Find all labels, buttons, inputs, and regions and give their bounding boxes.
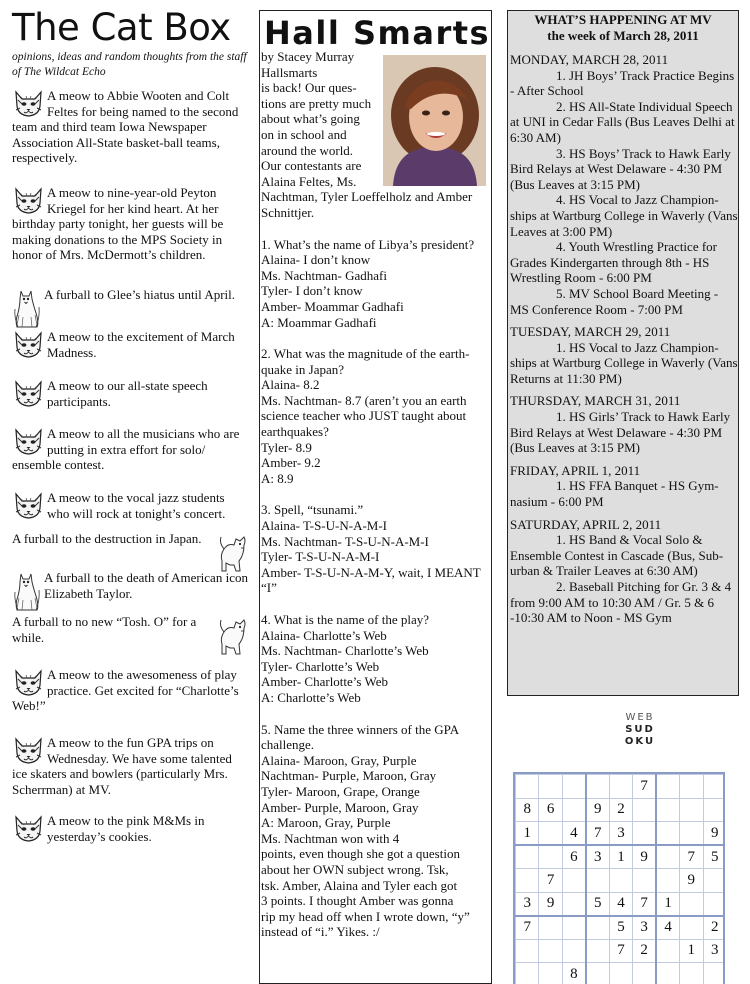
sudoku-cell bbox=[656, 869, 679, 893]
whats-happening-week: the week of March 28, 2011 bbox=[547, 28, 699, 43]
article-line: Tyler- I don’t know bbox=[261, 283, 363, 299]
article-line: Alaina- Charlotte’s Web bbox=[261, 627, 387, 643]
day-heading: SATURDAY, APRIL 2, 2011 bbox=[510, 516, 662, 532]
item-text: A meow to the excitement of March Madness. bbox=[47, 329, 235, 360]
article-line: Ms. Nachtman won with 4 bbox=[261, 830, 400, 846]
event-day bbox=[510, 52, 738, 317]
sudoku-cell bbox=[680, 798, 703, 822]
sudoku-cell bbox=[539, 939, 562, 963]
article-line: Alaina- I don’t know bbox=[261, 252, 371, 268]
event-item: 1. JH Boys’ Track Practice Begins - After School bbox=[510, 67, 735, 99]
item-text: A meow to the fun GPA trips on Wednesday. We have some talented ice skaters and bowlers (particularly Mrs. Scherrman) at MV. bbox=[12, 735, 232, 797]
article-line: Ms. Nachtman- Gadhafi bbox=[261, 267, 387, 283]
article-line: Hallsmarts bbox=[261, 64, 318, 80]
article-line: “I” bbox=[261, 580, 277, 596]
article-line: Tyler- Charlotte’s Web bbox=[261, 658, 380, 674]
furball-item bbox=[12, 570, 248, 612]
item-text: A meow to nine-year-old Peyton Kriegel for her kind heart. At her birthday party tonight, her guests will be making donations to the MPS Society in honor of Mrs. McDermott’s children. bbox=[12, 185, 224, 263]
sudoku-cell: 1 bbox=[516, 822, 539, 846]
sudoku-cell bbox=[680, 892, 703, 916]
sudoku-cell: 7 bbox=[516, 916, 539, 940]
sudoku-cell: 4 bbox=[609, 892, 632, 916]
day-heading: THURSDAY, MARCH 31, 2011 bbox=[510, 393, 681, 409]
sudoku-cell: 5 bbox=[609, 916, 632, 940]
sudoku-cell: 5 bbox=[703, 845, 725, 869]
article-line: 1. What’s the name of Libya’s president? bbox=[261, 236, 475, 252]
article-line: Amber- Purple, Maroon, Gray bbox=[261, 799, 419, 815]
paragraph-gap bbox=[261, 486, 489, 502]
sudoku-cell bbox=[633, 963, 656, 984]
sudoku-cell: 7 bbox=[539, 869, 562, 893]
item-text: A meow to our all-state speech participants. bbox=[47, 378, 208, 409]
sudoku-cell bbox=[586, 775, 609, 799]
meow-item bbox=[12, 813, 248, 844]
sudoku-cell bbox=[656, 822, 679, 846]
cat-face-icon bbox=[12, 378, 45, 408]
article-line: Nachtman- Purple, Maroon, Gray bbox=[261, 768, 437, 784]
meow-item bbox=[12, 735, 248, 797]
sudoku-cell: 1 bbox=[656, 892, 679, 916]
sudoku-cell: 7 bbox=[633, 892, 656, 916]
sudoku-cell bbox=[633, 869, 656, 893]
cat-face-icon bbox=[12, 426, 45, 456]
article-line: Tyler- 8.9 bbox=[261, 439, 312, 455]
paragraph-gap bbox=[261, 330, 489, 346]
furball-item bbox=[12, 531, 248, 573]
sudoku-cell bbox=[680, 775, 703, 799]
cat-face-icon bbox=[12, 88, 45, 118]
article-line: tions are pretty much bbox=[261, 95, 372, 111]
sudoku-cell bbox=[656, 939, 679, 963]
sudoku-cell: 6 bbox=[562, 845, 585, 869]
article-line: A: 8.9 bbox=[261, 470, 294, 486]
angry-cat-icon bbox=[12, 570, 42, 612]
logo-row: OKU bbox=[624, 736, 656, 747]
sudoku-cell: 6 bbox=[539, 798, 562, 822]
article-line: rip my head off when I wrote down, “y” bbox=[261, 908, 470, 924]
article-line: 3. Spell, “tsunami.” bbox=[261, 502, 364, 518]
angry-cat-icon bbox=[218, 614, 248, 656]
article-line: Tyler- T-S-U-N-A-M-I bbox=[261, 549, 380, 565]
sudoku-cell: 2 bbox=[633, 939, 656, 963]
sudoku-cell bbox=[539, 916, 562, 940]
furball-item bbox=[12, 614, 248, 656]
sudoku-cell: 2 bbox=[609, 798, 632, 822]
sudoku-cell: 3 bbox=[516, 892, 539, 916]
sudoku-cell bbox=[703, 963, 725, 984]
event-item: 5. MV School Board Meeting - MS Conference Room - 7:00 PM bbox=[510, 285, 719, 317]
sudoku-cell: 7 bbox=[633, 775, 656, 799]
article-line: Ms. Nachtman- Charlotte’s Web bbox=[261, 643, 429, 659]
event-item: 3. HS Boys’ Track to Hawk Early Bird Relays at West Delaware - 4:30 PM (Bus Leaves at 3:15 PM) bbox=[510, 145, 731, 192]
item-text: A meow to Abbie Wooten and Colt Feltes for being named to the second team and third team Iowa Newspaper Association All-State basket-ball teams, respectively. bbox=[12, 88, 239, 166]
hall-smarts-column bbox=[259, 10, 492, 984]
day-heading: TUESDAY, MARCH 29, 2011 bbox=[510, 324, 671, 340]
paragraph-gap bbox=[261, 706, 489, 722]
day-heading: MONDAY, MARCH 28, 2011 bbox=[510, 52, 669, 67]
cat-face-icon bbox=[12, 185, 45, 215]
event-item: 1. HS Vocal to Jazz Champion-ships at Wartburg College in Waverly (Vans Returns at 11:30 PM) bbox=[510, 339, 738, 386]
sudoku-cell bbox=[562, 869, 585, 893]
sudoku-cell bbox=[656, 845, 679, 869]
article-line: quake in Japan? bbox=[261, 361, 345, 377]
cat-box-title: The Cat Box bbox=[12, 6, 231, 49]
article-line: Ms. Nachtman- T-S-U-N-A-M-I bbox=[261, 533, 429, 549]
sudoku-cell: 9 bbox=[633, 845, 656, 869]
sudoku-cell bbox=[539, 963, 562, 984]
article-line: about what’s going bbox=[261, 111, 360, 127]
article-line: Schnittjer. bbox=[261, 204, 315, 220]
sudoku-grid bbox=[513, 772, 725, 984]
article-line: about her OWN subject wrong. Tsk, bbox=[261, 861, 449, 877]
sudoku-cell bbox=[609, 869, 632, 893]
sudoku-cell bbox=[516, 869, 539, 893]
sudoku-cell: 1 bbox=[680, 939, 703, 963]
article-line: Our contestants are bbox=[261, 158, 362, 174]
article-line: science teacher who JUST taught about bbox=[261, 408, 467, 424]
article-line: A: Charlotte’s Web bbox=[261, 689, 361, 705]
sudoku-cell: 5 bbox=[586, 892, 609, 916]
hall-smarts-title: Hall Smarts bbox=[264, 14, 491, 52]
sudoku-cell bbox=[680, 822, 703, 846]
article-line: points, even though she got a question bbox=[261, 846, 460, 862]
sudoku-cell bbox=[656, 963, 679, 984]
item-text: A furball to no new “Tosh. O” for a while. bbox=[12, 614, 197, 645]
event-item: 1. HS FFA Banquet - HS Gym-nasium - 6:00 PM bbox=[510, 478, 719, 510]
hall-smarts-article bbox=[261, 49, 489, 940]
sudoku-cell bbox=[703, 775, 725, 799]
item-text: A furball to the destruction in Japan. bbox=[12, 531, 202, 546]
sudoku-cell: 8 bbox=[562, 963, 585, 984]
sudoku-cell bbox=[562, 798, 585, 822]
event-day bbox=[510, 517, 738, 626]
whats-happening-box bbox=[507, 10, 739, 696]
event-day bbox=[510, 324, 738, 386]
cat-face-icon bbox=[12, 813, 45, 843]
meow-item bbox=[12, 329, 248, 360]
meow-item bbox=[12, 426, 248, 473]
article-line: by Stacey Murray bbox=[261, 49, 355, 64]
article-line: around the world. bbox=[261, 142, 354, 158]
article-line: Nachtman, Tyler Loeffelholz and Amber bbox=[261, 189, 473, 205]
article-line: Tyler- Maroon, Grape, Orange bbox=[261, 783, 420, 799]
angry-cat-icon bbox=[218, 531, 248, 573]
article-line: on in school and bbox=[261, 126, 347, 142]
sudoku-cell bbox=[516, 939, 539, 963]
article-line: Amber- Moammar Gadhafi bbox=[261, 298, 404, 314]
subtitle-text: opinions, ideas and random thoughts from the staff of bbox=[12, 51, 247, 78]
sudoku-cell: 1 bbox=[609, 845, 632, 869]
sudoku-cell: 7 bbox=[586, 822, 609, 846]
angry-cat-icon bbox=[12, 287, 42, 329]
article-line: is back! Our ques- bbox=[261, 80, 357, 96]
sudoku-cell: 9 bbox=[586, 798, 609, 822]
publication-name: The Wildcat Echo bbox=[23, 66, 106, 78]
furball-item bbox=[12, 287, 248, 329]
item-text: A meow to all the musicians who are putting in extra effort for solo/ ensemble contest. bbox=[12, 426, 240, 473]
sudoku-cell: 3 bbox=[586, 845, 609, 869]
article-line: Amber- T-S-U-N-A-M-Y, wait, I MEANT bbox=[261, 564, 481, 580]
logo-row: SUD bbox=[625, 724, 655, 735]
sudoku-cell: 3 bbox=[703, 939, 725, 963]
sudoku-cell bbox=[703, 892, 725, 916]
sudoku-cell: 4 bbox=[562, 822, 585, 846]
sudoku-cell bbox=[562, 775, 585, 799]
item-text: A meow to the pink M&Ms in yesterday’s cookies. bbox=[47, 813, 205, 844]
sudoku-cell bbox=[539, 822, 562, 846]
event-item: 1. HS Girls’ Track to Hawk Early Bird Relays at West Delaware - 4:30 PM (Bus Leaves at 3:15 PM) bbox=[510, 409, 731, 456]
article-line: Alaina- T-S-U-N-A-M-I bbox=[261, 518, 388, 534]
paragraph-gap bbox=[261, 596, 489, 612]
sudoku-cell: 8 bbox=[516, 798, 539, 822]
article-line: instead of “i.” Yikes. :/ bbox=[261, 924, 380, 940]
sudoku-cell bbox=[562, 939, 585, 963]
sudoku-cell bbox=[586, 869, 609, 893]
sudoku-cell bbox=[609, 775, 632, 799]
item-text: A meow to the awesomeness of play practice. Get excited for “Charlotte’s Web!” bbox=[12, 667, 239, 714]
day-heading: FRIDAY, APRIL 1, 2011 bbox=[510, 462, 641, 478]
paragraph-gap bbox=[261, 221, 489, 237]
article-line: 2. What was the magnitude of the earth- bbox=[261, 346, 470, 362]
item-text: A meow to the vocal jazz students who will rock at tonight’s concert. bbox=[47, 490, 226, 521]
item-text: A furball to Glee’s hiatus until April. bbox=[44, 287, 236, 302]
whats-happening-header bbox=[508, 12, 738, 44]
article-line: Alaina- Maroon, Gray, Purple bbox=[261, 752, 417, 768]
cat-box-subtitle bbox=[12, 50, 248, 80]
sudoku-cell bbox=[656, 798, 679, 822]
sudoku-cell bbox=[586, 963, 609, 984]
event-item: 2. Baseball Pitching for Gr. 3 & 4 from 9:00 AM to 10:30 AM / Gr. 5 & 6 -10:30 AM to Noon - MS Gym bbox=[510, 579, 732, 626]
cat-face-icon bbox=[12, 329, 45, 359]
event-item: 4. Youth Wrestling Practice for Grades Kindergarten through 8th - HS Wrestling Room - 6:00 PM bbox=[510, 239, 717, 286]
sudoku-cell: 9 bbox=[539, 892, 562, 916]
sudoku-cell: 3 bbox=[633, 916, 656, 940]
web-sudoku-logo bbox=[620, 712, 660, 748]
event-day bbox=[510, 393, 738, 455]
sudoku-cell bbox=[703, 798, 725, 822]
event-item: 2. HS All-State Individual Speech at UNI in Cedar Falls (Bus Leaves Delhi at 6:30 AM) bbox=[510, 98, 735, 145]
sudoku-cell bbox=[633, 798, 656, 822]
sudoku-cell bbox=[703, 869, 725, 893]
article-line: Amber- 9.2 bbox=[261, 455, 321, 471]
whats-happening-title: WHAT’S HAPPENING AT MV bbox=[534, 12, 712, 27]
article-line: 5. Name the three winners of the GPA bbox=[261, 721, 460, 737]
sudoku-cell bbox=[539, 775, 562, 799]
sudoku-cell bbox=[562, 892, 585, 916]
cat-face-icon bbox=[12, 735, 45, 765]
sudoku-cell: 4 bbox=[656, 916, 679, 940]
article-line: tsk. Amber, Alaina and Tyler each got bbox=[261, 877, 458, 893]
sudoku-cell: 7 bbox=[680, 845, 703, 869]
meow-item bbox=[12, 667, 248, 714]
sudoku-cell bbox=[539, 845, 562, 869]
article-line: Ms. Nachtman- 8.7 (aren’t you an earth bbox=[261, 392, 467, 408]
sudoku-cell bbox=[562, 916, 585, 940]
event-item: 1. HS Band & Vocal Solo & Ensemble Contest in Cascade (Bus, Sub-urban & Trailer Leaves at 6:30 AM) bbox=[510, 532, 724, 579]
sudoku-cell bbox=[516, 775, 539, 799]
article-line: A: Moammar Gadhafi bbox=[261, 314, 377, 330]
sudoku-cell bbox=[680, 916, 703, 940]
item-text: A furball to the death of American icon Elizabeth Taylor. bbox=[44, 570, 248, 601]
meow-item bbox=[12, 378, 248, 409]
article-line: Amber- Charlotte’s Web bbox=[261, 674, 388, 690]
article-line: 4. What is the name of the play? bbox=[261, 612, 429, 627]
sudoku-cell: 9 bbox=[680, 869, 703, 893]
sudoku-cell bbox=[633, 822, 656, 846]
events-list bbox=[508, 52, 738, 626]
sudoku-cell bbox=[609, 963, 632, 984]
article-line: earthquakes? bbox=[261, 424, 329, 440]
sudoku-cell: 7 bbox=[609, 939, 632, 963]
event-item: 4. HS Vocal to Jazz Champion-ships at Wartburg College in Waverly (Vans Leaves at 3:00 PM) bbox=[510, 192, 738, 239]
cat-box-column bbox=[12, 8, 248, 80]
cat-face-icon bbox=[12, 490, 45, 520]
sudoku-cell bbox=[516, 845, 539, 869]
article-line: Alaina Feltes, Ms. bbox=[261, 173, 357, 189]
event-day bbox=[510, 463, 738, 510]
article-line: Alaina- 8.2 bbox=[261, 377, 320, 393]
sudoku-cell: 2 bbox=[703, 916, 725, 940]
article-line: A: Maroon, Gray, Purple bbox=[261, 815, 391, 831]
sudoku-cell bbox=[586, 916, 609, 940]
sudoku-cell bbox=[680, 963, 703, 984]
meow-item bbox=[12, 490, 248, 521]
sudoku-table bbox=[515, 774, 725, 984]
article-line: 3 points. I thought Amber was gonna bbox=[261, 893, 454, 909]
sudoku-cell bbox=[586, 939, 609, 963]
meow-item bbox=[12, 88, 248, 166]
meow-item bbox=[12, 185, 248, 263]
sudoku-cell bbox=[656, 775, 679, 799]
logo-row: WEB bbox=[625, 712, 655, 723]
sudoku-cell: 3 bbox=[609, 822, 632, 846]
cat-face-icon bbox=[12, 667, 45, 697]
sudoku-cell bbox=[516, 963, 539, 984]
sudoku-cell: 9 bbox=[703, 822, 725, 846]
article-line: challenge. bbox=[261, 737, 315, 753]
